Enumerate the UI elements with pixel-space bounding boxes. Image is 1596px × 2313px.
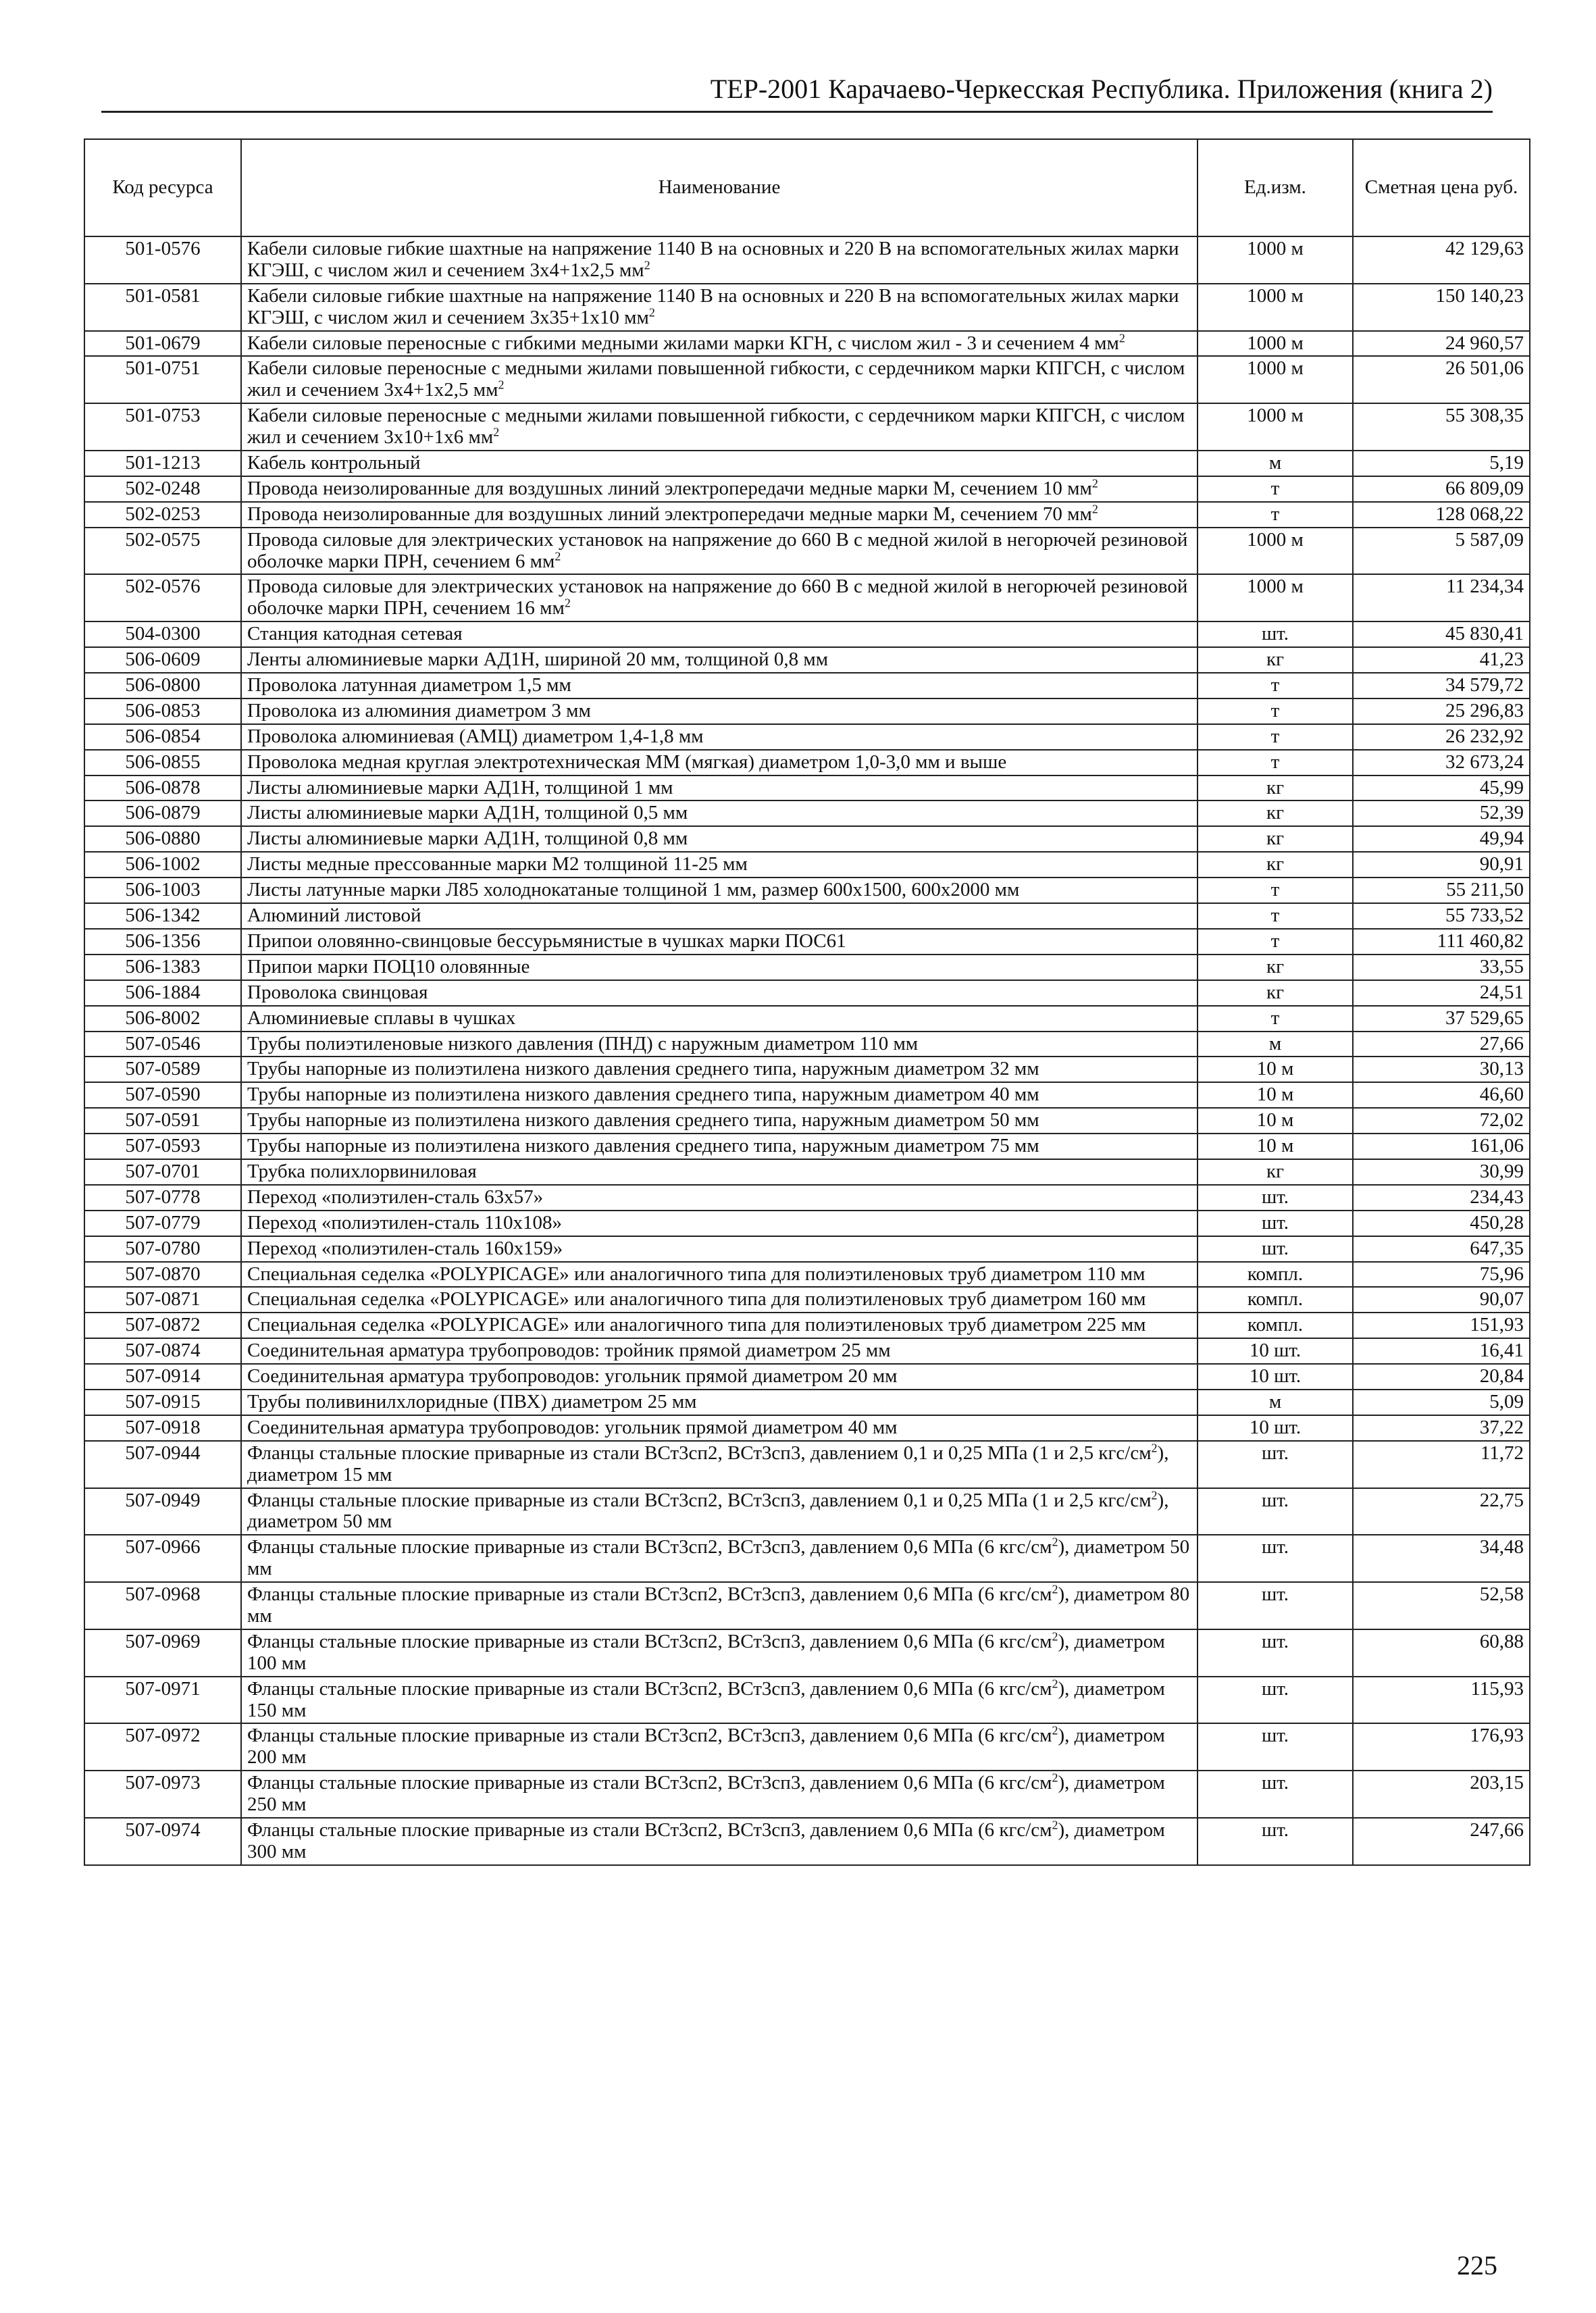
price-cell: 5 587,09 (1353, 528, 1530, 575)
resource-name-cell: Трубы напорные из полиэтилена низкого давления среднего типа, наружным диаметром 32 мм (241, 1057, 1198, 1082)
table-row (84, 826, 1530, 852)
unit-cell: т (1198, 698, 1353, 724)
table-row (84, 1818, 1530, 1865)
table-row (84, 621, 1530, 647)
unit-cell: кг (1198, 776, 1353, 801)
unit-cell: 1000 м (1198, 236, 1353, 284)
resource-name-cell: Листы алюминиевые марки АД1Н, толщиной 0,5 мм (241, 800, 1198, 826)
table-row (84, 647, 1530, 673)
resource-name-cell: Трубы напорные из полиэтилена низкого давления среднего типа, наружным диаметром 75 мм (241, 1134, 1198, 1159)
price-cell: 66 809,09 (1353, 476, 1530, 502)
resource-code-cell: 507-0871 (84, 1287, 241, 1313)
resource-code-cell: 507-0546 (84, 1032, 241, 1057)
resource-code-cell: 507-0591 (84, 1108, 241, 1134)
resource-name-cell: Алюминий листовой (241, 903, 1198, 929)
price-cell: 647,35 (1353, 1236, 1530, 1262)
resource-name-cell: Переход «полиэтилен-сталь 160x159» (241, 1236, 1198, 1262)
price-cell: 46,60 (1353, 1082, 1530, 1108)
resource-code-cell: 507-0968 (84, 1582, 241, 1629)
resource-name-cell: Кабели силовые переносные с медными жилами повышенной гибкости, с сердечником марки КПГСН, с числом жил и сечением 3x4+1x2,5 $мм^2$ (241, 356, 1198, 403)
resource-code-cell: 501-0679 (84, 331, 241, 357)
table-row (84, 1771, 1530, 1818)
resource-code-cell: 506-0880 (84, 826, 241, 852)
price-cell: 203,15 (1353, 1771, 1530, 1818)
unit-cell: шт. (1198, 1211, 1353, 1236)
table-row (84, 1134, 1530, 1159)
resource-price-table (84, 138, 1530, 1866)
resource-name-cell: Фланцы стальные плоские приварные из стали ВСт3сп2, ВСт3сп3, давлением 0,1 и 0,25 МПа (1 и 2,5 кгс/$см^2$), диаметром 15 мм (241, 1441, 1198, 1488)
unit-cell: т (1198, 502, 1353, 528)
resource-code-cell: 507-0593 (84, 1134, 241, 1159)
resource-name-cell: Специальная седелка «POLYPICAGE» или аналогичного типа для полиэтиленовых труб диаметром 110 мм (241, 1262, 1198, 1288)
table-row (84, 1236, 1530, 1262)
resource-code-cell: 506-1002 (84, 852, 241, 878)
resource-name-cell: Провода силовые для электрических установок на напряжение до 660 В с медной жилой в негорючей резиновой оболочке марки ПРН, сечением 6 $мм^2$ (241, 528, 1198, 575)
unit-cell: шт. (1198, 1771, 1353, 1818)
unit-cell: 10 м (1198, 1082, 1353, 1108)
resource-code-cell: 507-0780 (84, 1236, 241, 1262)
document-title: ТЕР-2001 Карачаево-Черкесская Республика. Приложения (книга 2) (710, 74, 1493, 104)
unit-cell: шт. (1198, 1582, 1353, 1629)
table-row (84, 1211, 1530, 1236)
price-cell: 90,07 (1353, 1287, 1530, 1313)
table-row (84, 1006, 1530, 1032)
column-header-name: Наименование (241, 139, 1198, 236)
price-cell: 26 501,06 (1353, 356, 1530, 403)
resource-code-cell: 507-0701 (84, 1159, 241, 1185)
resource-code-cell: 502-0575 (84, 528, 241, 575)
column-header-price: Сметная цена руб. (1353, 139, 1530, 236)
unit-cell: кг (1198, 1159, 1353, 1185)
unit-cell: шт. (1198, 1236, 1353, 1262)
price-cell: 42 129,63 (1353, 236, 1530, 284)
resource-code-cell: 507-0779 (84, 1211, 241, 1236)
unit-cell: 10 шт. (1198, 1364, 1353, 1390)
resource-name-cell: Листы алюминиевые марки АД1Н, толщиной 0,8 мм (241, 826, 1198, 852)
price-cell: 5,19 (1353, 451, 1530, 476)
table-row (84, 1582, 1530, 1629)
price-cell: 90,91 (1353, 852, 1530, 878)
resource-code-cell: 507-0973 (84, 1771, 241, 1818)
resource-name-cell: Фланцы стальные плоские приварные из стали ВСт3сп2, ВСт3сп3, давлением 0,1 и 0,25 МПа (1 и 2,5 кгс/$см^2$), диаметром 50 мм (241, 1488, 1198, 1535)
price-cell: 34 579,72 (1353, 673, 1530, 698)
unit-cell: 1000 м (1198, 356, 1353, 403)
resource-code-cell: 507-0915 (84, 1390, 241, 1415)
price-cell: 16,41 (1353, 1338, 1530, 1364)
resource-name-cell: Проволока свинцовая (241, 980, 1198, 1006)
resource-name-cell: Ленты алюминиевые марки АД1Н, шириной 20 мм, толщиной 0,8 мм (241, 647, 1198, 673)
unit-cell: т (1198, 476, 1353, 502)
price-cell: 60,88 (1353, 1629, 1530, 1677)
table-row (84, 502, 1530, 528)
table-row (84, 1313, 1530, 1338)
resource-code-cell: 506-8002 (84, 1006, 241, 1032)
table-row (84, 1364, 1530, 1390)
resource-name-cell: Специальная седелка «POLYPICAGE» или аналогичного типа для полиэтиленовых труб диаметром 225 мм (241, 1313, 1198, 1338)
table-row (84, 929, 1530, 955)
resource-code-cell: 506-1884 (84, 980, 241, 1006)
unit-cell: кг (1198, 955, 1353, 980)
resource-code-cell: 502-0248 (84, 476, 241, 502)
resource-code-cell: 507-0589 (84, 1057, 241, 1082)
resource-name-cell: Кабели силовые переносные с гибкими медными жилами марки КГН, с числом жил - 3 и сечением 4 $мм^2$ (241, 331, 1198, 357)
resource-name-cell: Соединительная арматура трубопроводов: угольник прямой диаметром 40 мм (241, 1415, 1198, 1441)
resource-code-cell: 506-1383 (84, 955, 241, 980)
resource-name-cell: Фланцы стальные плоские приварные из стали ВСт3сп2, ВСт3сп3, давлением 0,6 МПа (6 кгс/$см^2$), диаметром 150 мм (241, 1677, 1198, 1724)
table-row (84, 673, 1530, 698)
table-body (84, 236, 1530, 1865)
table-row (84, 1441, 1530, 1488)
unit-cell: 10 шт. (1198, 1415, 1353, 1441)
unit-cell: кг (1198, 800, 1353, 826)
table-row (84, 852, 1530, 878)
resource-code-cell: 507-0969 (84, 1629, 241, 1677)
resource-name-cell: Трубы напорные из полиэтилена низкого давления среднего типа, наружным диаметром 40 мм (241, 1082, 1198, 1108)
table-row (84, 878, 1530, 903)
unit-cell: 1000 м (1198, 403, 1353, 451)
unit-cell: шт. (1198, 1818, 1353, 1865)
price-cell: 30,99 (1353, 1159, 1530, 1185)
resource-name-cell: Трубы напорные из полиэтилена низкого давления среднего типа, наружным диаметром 50 мм (241, 1108, 1198, 1134)
column-header-code: Код ресурса (84, 139, 241, 236)
resource-code-cell: 506-0879 (84, 800, 241, 826)
table-row (84, 1032, 1530, 1057)
resource-code-cell: 506-1342 (84, 903, 241, 929)
price-cell: 34,48 (1353, 1535, 1530, 1582)
table-row (84, 955, 1530, 980)
price-cell: 45,99 (1353, 776, 1530, 801)
table-row (84, 1057, 1530, 1082)
unit-cell: т (1198, 878, 1353, 903)
unit-cell: шт. (1198, 1723, 1353, 1771)
resource-name-cell: Припои марки ПОЦ10 оловянные (241, 955, 1198, 980)
page-number: 225 (1457, 2250, 1497, 2281)
resource-name-cell: Фланцы стальные плоские приварные из стали ВСт3сп2, ВСт3сп3, давлением 0,6 МПа (6 кгс/$см^2$), диаметром 200 мм (241, 1723, 1198, 1771)
resource-code-cell: 507-0918 (84, 1415, 241, 1441)
price-cell: 55 211,50 (1353, 878, 1530, 903)
resource-code-cell: 501-0581 (84, 284, 241, 331)
table-row (84, 1390, 1530, 1415)
resource-code-cell: 507-0974 (84, 1818, 241, 1865)
unit-cell: шт. (1198, 1535, 1353, 1582)
unit-cell: компл. (1198, 1313, 1353, 1338)
resource-code-cell: 506-1356 (84, 929, 241, 955)
resource-name-cell: Трубка полихлорвиниловая (241, 1159, 1198, 1185)
resource-code-cell: 501-0753 (84, 403, 241, 451)
table-header-row (84, 139, 1530, 236)
resource-name-cell: Провода неизолированные для воздушных линий электропередачи медные марки М, сечением 70 $мм^2$ (241, 502, 1198, 528)
table-row (84, 1488, 1530, 1535)
price-cell: 11 234,34 (1353, 574, 1530, 621)
resource-name-cell: Трубы поливинилхлоридные (ПВХ) диаметром 25 мм (241, 1390, 1198, 1415)
table-row (84, 980, 1530, 1006)
table-row (84, 356, 1530, 403)
price-cell: 247,66 (1353, 1818, 1530, 1865)
resource-name-cell: Соединительная арматура трубопроводов: тройник прямой диаметром 25 мм (241, 1338, 1198, 1364)
unit-cell: 10 м (1198, 1108, 1353, 1134)
table-row (84, 1082, 1530, 1108)
price-cell: 55 733,52 (1353, 903, 1530, 929)
price-cell: 49,94 (1353, 826, 1530, 852)
unit-cell: шт. (1198, 621, 1353, 647)
resource-code-cell: 506-0854 (84, 724, 241, 750)
price-cell: 150 140,23 (1353, 284, 1530, 331)
price-cell: 24,51 (1353, 980, 1530, 1006)
unit-cell: 1000 м (1198, 574, 1353, 621)
resource-code-cell: 507-0914 (84, 1364, 241, 1390)
resource-name-cell: Специальная седелка «POLYPICAGE» или аналогичного типа для полиэтиленовых труб диаметром 160 мм (241, 1287, 1198, 1313)
unit-cell: шт. (1198, 1629, 1353, 1677)
price-cell: 450,28 (1353, 1211, 1530, 1236)
unit-cell: шт. (1198, 1677, 1353, 1724)
price-cell: 5,09 (1353, 1390, 1530, 1415)
resource-code-cell: 506-1003 (84, 878, 241, 903)
table-row (84, 698, 1530, 724)
table-row (84, 800, 1530, 826)
price-cell: 22,75 (1353, 1488, 1530, 1535)
price-cell: 52,39 (1353, 800, 1530, 826)
resource-name-cell: Переход «полиэтилен-сталь 63x57» (241, 1185, 1198, 1211)
table-row (84, 1262, 1530, 1288)
table-row (84, 1629, 1530, 1677)
resource-name-cell: Проволока медная круглая электротехническая ММ (мягкая) диаметром 1,0-3,0 мм и выше (241, 750, 1198, 776)
resource-code-cell: 507-0949 (84, 1488, 241, 1535)
resource-name-cell: Алюминиевые сплавы в чушках (241, 1006, 1198, 1032)
price-cell: 176,93 (1353, 1723, 1530, 1771)
price-cell: 111 460,82 (1353, 929, 1530, 955)
resource-code-cell: 501-0576 (84, 236, 241, 284)
unit-cell: м (1198, 1390, 1353, 1415)
table-row (84, 236, 1530, 284)
table-row (84, 1159, 1530, 1185)
unit-cell: компл. (1198, 1287, 1353, 1313)
table-row (84, 476, 1530, 502)
resource-name-cell: Фланцы стальные плоские приварные из стали ВСт3сп2, ВСт3сп3, давлением 0,6 МПа (6 кгс/$см^2$), диаметром 80 мм (241, 1582, 1198, 1629)
table-row (84, 1535, 1530, 1582)
table-row (84, 750, 1530, 776)
resource-name-cell: Провода неизолированные для воздушных линий электропередачи медные марки М, сечением 10 $мм^2$ (241, 476, 1198, 502)
resource-name-cell: Фланцы стальные плоские приварные из стали ВСт3сп2, ВСт3сп3, давлением 0,6 МПа (6 кгс/$см^2$), диаметром 50 мм (241, 1535, 1198, 1582)
unit-cell: 1000 м (1198, 528, 1353, 575)
price-cell: 151,93 (1353, 1313, 1530, 1338)
resource-name-cell: Трубы полиэтиленовые низкого давления (ПНД) с наружным диаметром 110 мм (241, 1032, 1198, 1057)
price-cell: 27,66 (1353, 1032, 1530, 1057)
unit-cell: т (1198, 1006, 1353, 1032)
unit-cell: т (1198, 903, 1353, 929)
resource-name-cell: Переход «полиэтилен-сталь 110x108» (241, 1211, 1198, 1236)
unit-cell: кг (1198, 852, 1353, 878)
resource-code-cell: 506-0853 (84, 698, 241, 724)
table-row (84, 1338, 1530, 1364)
resource-name-cell: Провода силовые для электрических установок на напряжение до 660 В с медной жилой в негорючей резиновой оболочке марки ПРН, сечением 16 $мм^2$ (241, 574, 1198, 621)
table-row (84, 724, 1530, 750)
column-header-unit: Ед.изм. (1198, 139, 1353, 236)
unit-cell: т (1198, 929, 1353, 955)
price-cell: 37,22 (1353, 1415, 1530, 1441)
resource-name-cell: Станция катодная сетевая (241, 621, 1198, 647)
resource-name-cell: Фланцы стальные плоские приварные из стали ВСт3сп2, ВСт3сп3, давлением 0,6 МПа (6 кгс/$см^2$), диаметром 250 мм (241, 1771, 1198, 1818)
unit-cell: т (1198, 673, 1353, 698)
table-row (84, 1185, 1530, 1211)
resource-code-cell: 507-0874 (84, 1338, 241, 1364)
resource-code-cell: 506-0800 (84, 673, 241, 698)
price-cell: 55 308,35 (1353, 403, 1530, 451)
price-cell: 75,96 (1353, 1262, 1530, 1288)
price-cell: 33,55 (1353, 955, 1530, 980)
resource-code-cell: 507-0971 (84, 1677, 241, 1724)
resource-code-cell: 502-0253 (84, 502, 241, 528)
price-cell: 32 673,24 (1353, 750, 1530, 776)
resource-name-cell: Припои оловянно-свинцовые бессурьмянистые в чушках марки ПОС61 (241, 929, 1198, 955)
price-cell: 37 529,65 (1353, 1006, 1530, 1032)
resource-code-cell: 507-0972 (84, 1723, 241, 1771)
resource-code-cell: 506-0878 (84, 776, 241, 801)
unit-cell: 1000 м (1198, 284, 1353, 331)
price-cell: 115,93 (1353, 1677, 1530, 1724)
table-row (84, 1723, 1530, 1771)
price-cell: 25 296,83 (1353, 698, 1530, 724)
page-header (101, 68, 1493, 113)
resource-name-cell: Листы медные прессованные марки М2 толщиной 11-25 мм (241, 852, 1198, 878)
resource-name-cell: Кабели силовые гибкие шахтные на напряжение 1140 В на основных и 220 В на вспомогательных жилах марки КГЭШ, с числом жил и сечением 3x4+1x2,5 $мм^2$ (241, 236, 1198, 284)
unit-cell: компл. (1198, 1262, 1353, 1288)
table-row (84, 528, 1530, 575)
resource-name-cell: Проволока латунная диаметром 1,5 мм (241, 673, 1198, 698)
unit-cell: 10 м (1198, 1057, 1353, 1082)
table-row (84, 1108, 1530, 1134)
resource-code-cell: 506-0609 (84, 647, 241, 673)
resource-name-cell: Фланцы стальные плоские приварные из стали ВСт3сп2, ВСт3сп3, давлением 0,6 МПа (6 кгс/$см^2$), диаметром 300 мм (241, 1818, 1198, 1865)
unit-cell: м (1198, 1032, 1353, 1057)
resource-name-cell: Кабель контрольный (241, 451, 1198, 476)
table-row (84, 403, 1530, 451)
resource-code-cell: 507-0590 (84, 1082, 241, 1108)
unit-cell: шт. (1198, 1441, 1353, 1488)
resource-code-cell: 507-0872 (84, 1313, 241, 1338)
table-row (84, 776, 1530, 801)
unit-cell: 10 шт. (1198, 1338, 1353, 1364)
resource-code-cell: 502-0576 (84, 574, 241, 621)
price-cell: 41,23 (1353, 647, 1530, 673)
resource-name-cell: Фланцы стальные плоские приварные из стали ВСт3сп2, ВСт3сп3, давлением 0,6 МПа (6 кгс/$см^2$), диаметром 100 мм (241, 1629, 1198, 1677)
unit-cell: кг (1198, 980, 1353, 1006)
price-cell: 11,72 (1353, 1441, 1530, 1488)
unit-cell: кг (1198, 826, 1353, 852)
resource-name-cell: Листы алюминиевые марки АД1Н, толщиной 1 мм (241, 776, 1198, 801)
resource-name-cell: Листы латунные марки Л85 холоднокатаные толщиной 1 мм, размер 600x1500, 600x2000 мм (241, 878, 1198, 903)
price-cell: 26 232,92 (1353, 724, 1530, 750)
resource-code-cell: 507-0944 (84, 1441, 241, 1488)
unit-cell: шт. (1198, 1185, 1353, 1211)
table-row (84, 1415, 1530, 1441)
table-row (84, 284, 1530, 331)
resource-code-cell: 504-0300 (84, 621, 241, 647)
resource-code-cell: 501-0751 (84, 356, 241, 403)
unit-cell: кг (1198, 647, 1353, 673)
resource-code-cell: 506-0855 (84, 750, 241, 776)
table-row (84, 331, 1530, 357)
resource-code-cell: 507-0870 (84, 1262, 241, 1288)
price-cell: 45 830,41 (1353, 621, 1530, 647)
resource-name-cell: Проволока из алюминия диаметром 3 мм (241, 698, 1198, 724)
resource-name-cell: Кабели силовые гибкие шахтные на напряжение 1140 В на основных и 220 В на вспомогательных жилах марки КГЭШ, с числом жил и сечением 3x35+1x10 $мм^2$ (241, 284, 1198, 331)
unit-cell: т (1198, 750, 1353, 776)
resource-name-cell: Соединительная арматура трубопроводов: угольник прямой диаметром 20 мм (241, 1364, 1198, 1390)
price-cell: 128 068,22 (1353, 502, 1530, 528)
table-row (84, 1287, 1530, 1313)
resource-name-cell: Проволока алюминиевая (АМЦ) диаметром 1,4-1,8 мм (241, 724, 1198, 750)
price-cell: 30,13 (1353, 1057, 1530, 1082)
resource-code-cell: 507-0966 (84, 1535, 241, 1582)
price-cell: 24 960,57 (1353, 331, 1530, 357)
price-cell: 20,84 (1353, 1364, 1530, 1390)
unit-cell: 1000 м (1198, 331, 1353, 357)
resource-code-cell: 501-1213 (84, 451, 241, 476)
unit-cell: шт. (1198, 1488, 1353, 1535)
price-cell: 161,06 (1353, 1134, 1530, 1159)
resource-code-cell: 507-0778 (84, 1185, 241, 1211)
unit-cell: м (1198, 451, 1353, 476)
unit-cell: т (1198, 724, 1353, 750)
resource-name-cell: Кабели силовые переносные с медными жилами повышенной гибкости, с сердечником марки КПГСН, с числом жил и сечением 3x10+1x6 $мм^2$ (241, 403, 1198, 451)
table-row (84, 574, 1530, 621)
table-row (84, 1677, 1530, 1724)
price-cell: 52,58 (1353, 1582, 1530, 1629)
price-cell: 234,43 (1353, 1185, 1530, 1211)
table-row (84, 903, 1530, 929)
price-cell: 72,02 (1353, 1108, 1530, 1134)
unit-cell: 10 м (1198, 1134, 1353, 1159)
table-row (84, 451, 1530, 476)
